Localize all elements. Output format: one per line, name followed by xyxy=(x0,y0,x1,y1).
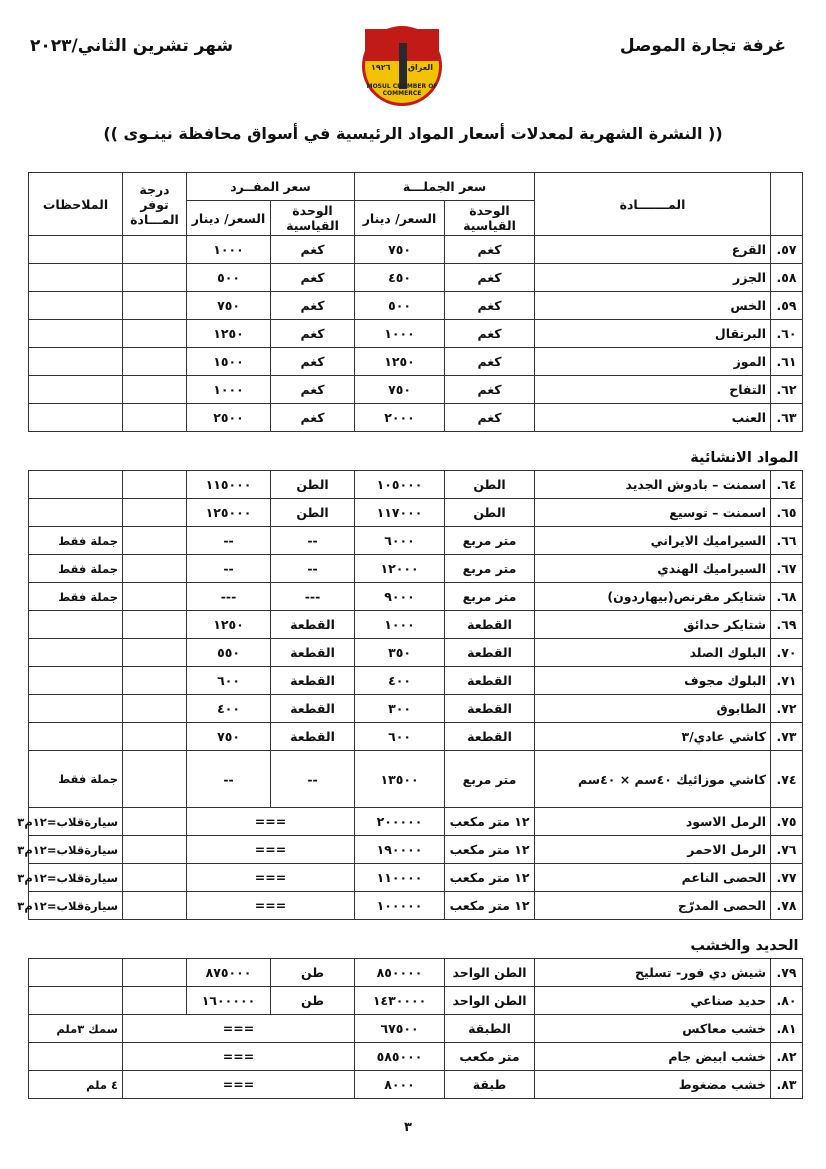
row-number: ٦٦. xyxy=(771,527,803,555)
row-number: ٦٠. xyxy=(771,320,803,348)
row-number: ٧٩. xyxy=(771,959,803,987)
organization-name: غرفة تجارة الموصل xyxy=(619,36,786,56)
table-row xyxy=(29,1071,803,1099)
table-row xyxy=(29,264,803,292)
wholesale-unit: ١٢ متر مكعب xyxy=(445,836,535,864)
wholesale-price: ٧٥٠ xyxy=(355,376,445,404)
retail-price: ١٢٥٠ xyxy=(187,320,271,348)
retail-price: -- xyxy=(187,555,271,583)
material-name: البلوك مجوف xyxy=(535,667,771,695)
availability xyxy=(123,695,187,723)
notes-cell: سيارةقلاب=١٢م٣ xyxy=(29,892,123,920)
notes-cell xyxy=(29,471,123,499)
notes-cell: ٤ ملم xyxy=(29,1071,123,1099)
retail-unit: كغم xyxy=(271,264,355,292)
col-availability: درجة توفر المـــادة xyxy=(123,173,187,236)
table-row xyxy=(29,583,803,611)
notes-cell xyxy=(29,292,123,320)
table-row xyxy=(29,1043,803,1071)
material-name: كاشي موزائيك ٤٠سم × ٤٠سم xyxy=(535,751,771,808)
row-number: ٧٧. xyxy=(771,864,803,892)
wholesale-price: ٦٧٥٠٠ xyxy=(355,1015,445,1043)
wholesale-unit: القطعة xyxy=(445,695,535,723)
wholesale-price: ١١٧٠٠٠ xyxy=(355,499,445,527)
table-row xyxy=(29,808,803,836)
availability xyxy=(123,639,187,667)
wholesale-price: ٤٠٠ xyxy=(355,667,445,695)
availability xyxy=(123,723,187,751)
availability xyxy=(123,864,187,892)
material-name: القرع xyxy=(535,236,771,264)
notes-cell xyxy=(29,959,123,987)
wholesale-price: ٥٠٠ xyxy=(355,292,445,320)
page-number: ٣ xyxy=(404,1120,412,1135)
availability xyxy=(123,292,187,320)
logo-caption: MOSUL CHAMBER OF COMMERCE xyxy=(366,83,438,97)
notes-cell: سيارةقلاب=١٢م٣ xyxy=(29,808,123,836)
wholesale-unit: متر مربع xyxy=(445,527,535,555)
col-number xyxy=(771,173,803,236)
row-number: ٦٥. xyxy=(771,499,803,527)
availability xyxy=(123,892,187,920)
col-notes: الملاحظات xyxy=(29,173,123,236)
table-row xyxy=(29,499,803,527)
wholesale-price: ١١٠٠٠٠ xyxy=(355,864,445,892)
wholesale-unit: كغم xyxy=(445,376,535,404)
document-title: (( النشرة الشهرية لمعدلات أسعار المواد الرئيسية في أسواق محافظة نينـوى )) xyxy=(103,124,723,143)
row-number: ٧٥. xyxy=(771,808,803,836)
row-number: ٧١. xyxy=(771,667,803,695)
retail-unit: القطعة xyxy=(271,695,355,723)
notes-cell xyxy=(29,695,123,723)
notes-cell: سيارةقلاب=١٢م٣ xyxy=(29,836,123,864)
retail-price: ٤٠٠ xyxy=(187,695,271,723)
retail-price: ١٦٠٠٠٠٠ xyxy=(187,987,271,1015)
retail-price: ١٥٠٠ xyxy=(187,348,271,376)
notes-cell xyxy=(29,639,123,667)
wholesale-price: ٢٠٠٠ xyxy=(355,404,445,432)
notes-cell xyxy=(29,723,123,751)
row-number: ٥٩. xyxy=(771,292,803,320)
section-title: المواد الانشائية xyxy=(29,432,803,471)
wholesale-price: ١٤٣٠٠٠٠ xyxy=(355,987,445,1015)
availability xyxy=(123,555,187,583)
wholesale-unit: كغم xyxy=(445,348,535,376)
table-header xyxy=(29,173,803,236)
retail-price: ٨٧٥٠٠٠ xyxy=(187,959,271,987)
retail-merged: === xyxy=(187,892,355,920)
row-number: ٧٨. xyxy=(771,892,803,920)
retail-unit: -- xyxy=(271,751,355,808)
notes-cell xyxy=(29,611,123,639)
wholesale-price: ٨٥٠٠٠٠ xyxy=(355,959,445,987)
material-name: شيش دي فور- تسليح xyxy=(535,959,771,987)
material-name: خشب مضغوط xyxy=(535,1071,771,1099)
wholesale-price: ٩٠٠٠ xyxy=(355,583,445,611)
availability xyxy=(123,808,187,836)
retail-availability-merged: === xyxy=(123,1043,355,1071)
wholesale-unit: كغم xyxy=(445,264,535,292)
retail-merged: === xyxy=(187,808,355,836)
retail-merged: === xyxy=(187,836,355,864)
wholesale-price: ١٢٠٠٠ xyxy=(355,555,445,583)
row-number: ٦٨. xyxy=(771,583,803,611)
retail-price: ١١٥٠٠٠ xyxy=(187,471,271,499)
retail-price: ١٢٥٠٠٠ xyxy=(187,499,271,527)
col-retail-unit: الوحدة القياسية xyxy=(271,201,355,236)
section-row xyxy=(29,920,803,959)
retail-price: ٦٠٠ xyxy=(187,667,271,695)
material-name: الموز xyxy=(535,348,771,376)
wholesale-unit: طبقة xyxy=(445,1071,535,1099)
wholesale-unit: القطعة xyxy=(445,611,535,639)
row-number: ٦٩. xyxy=(771,611,803,639)
retail-availability-merged: === xyxy=(123,1071,355,1099)
availability xyxy=(123,348,187,376)
notes-cell xyxy=(29,987,123,1015)
retail-price: -- xyxy=(187,527,271,555)
material-name: التفاح xyxy=(535,376,771,404)
row-number: ٨١. xyxy=(771,1015,803,1043)
availability xyxy=(123,611,187,639)
availability xyxy=(123,236,187,264)
price-table xyxy=(17,172,803,1099)
retail-price: ٢٥٠٠ xyxy=(187,404,271,432)
table-row xyxy=(29,555,803,583)
retail-unit: كغم xyxy=(271,236,355,264)
material-name: شتايكر مقرنص(بيهاردون) xyxy=(535,583,771,611)
table-row xyxy=(29,348,803,376)
wholesale-unit: متر مربع xyxy=(445,751,535,808)
wholesale-price: ٦٠٠٠ xyxy=(355,527,445,555)
notes-cell xyxy=(29,404,123,432)
material-name: اسمنت – توسيع xyxy=(535,499,771,527)
row-number: ٨٢. xyxy=(771,1043,803,1071)
table-row xyxy=(29,639,803,667)
wholesale-unit: الطن xyxy=(445,471,535,499)
table-row xyxy=(29,987,803,1015)
retail-unit: طن xyxy=(271,959,355,987)
table-row xyxy=(29,527,803,555)
notes-cell xyxy=(29,667,123,695)
notes-cell: سيارةقلاب=١٢م٣ xyxy=(29,864,123,892)
table-row xyxy=(29,695,803,723)
availability xyxy=(123,404,187,432)
availability xyxy=(123,667,187,695)
retail-price: ٥٥٠ xyxy=(187,639,271,667)
table-row xyxy=(29,959,803,987)
availability xyxy=(123,987,187,1015)
notes-cell: جملة فقط xyxy=(29,555,123,583)
retail-unit: القطعة xyxy=(271,611,355,639)
retail-unit: كغم xyxy=(271,320,355,348)
wholesale-unit: القطعة xyxy=(445,639,535,667)
retail-price: ٥٠٠ xyxy=(187,264,271,292)
row-number: ٦٣. xyxy=(771,404,803,432)
material-name: الطابوق xyxy=(535,695,771,723)
table-row xyxy=(29,723,803,751)
wholesale-price: ١٠٠٠ xyxy=(355,611,445,639)
retail-price: ٧٥٠ xyxy=(187,723,271,751)
table-row xyxy=(29,236,803,264)
retail-unit: طن xyxy=(271,987,355,1015)
section-row xyxy=(29,432,803,471)
table-row xyxy=(29,667,803,695)
material-name: الحصى الناعم xyxy=(535,864,771,892)
material-name: البرتقال xyxy=(535,320,771,348)
row-number: ٦٧. xyxy=(771,555,803,583)
retail-price: --- xyxy=(187,583,271,611)
wholesale-unit: متر مكعب xyxy=(445,1043,535,1071)
retail-unit: -- xyxy=(271,555,355,583)
material-name: الخس xyxy=(535,292,771,320)
row-number: ٦١. xyxy=(771,348,803,376)
wholesale-unit: الطن الواحد xyxy=(445,959,535,987)
retail-unit: القطعة xyxy=(271,723,355,751)
notes-cell xyxy=(29,499,123,527)
retail-unit: --- xyxy=(271,583,355,611)
retail-unit: كغم xyxy=(271,404,355,432)
bulletin-period: شهر تشرين الثاني/٢٠٢٣ xyxy=(30,36,234,56)
material-name: خشب معاكس xyxy=(535,1015,771,1043)
wholesale-price: ٣٠٠ xyxy=(355,695,445,723)
availability xyxy=(123,264,187,292)
wholesale-unit: كغم xyxy=(445,292,535,320)
material-name: شتايكر حدائق xyxy=(535,611,771,639)
availability xyxy=(123,751,187,808)
row-number: ٥٨. xyxy=(771,264,803,292)
table-row xyxy=(29,751,803,808)
col-wholesale-unit: الوحدة القياسية xyxy=(445,201,535,236)
retail-price: ٧٥٠ xyxy=(187,292,271,320)
row-number: ٧٦. xyxy=(771,836,803,864)
material-name: الجزر xyxy=(535,264,771,292)
wholesale-unit: ١٢ متر مكعب xyxy=(445,892,535,920)
retail-unit: الطن xyxy=(271,499,355,527)
material-name: البلوك الصلد xyxy=(535,639,771,667)
material-name: الرمل الاسود xyxy=(535,808,771,836)
wholesale-price: ٢٠٠٠٠٠ xyxy=(355,808,445,836)
table-row xyxy=(29,404,803,432)
notes-cell xyxy=(29,1043,123,1071)
availability xyxy=(123,320,187,348)
notes-cell: جملة فقط xyxy=(29,583,123,611)
section-title: الحديد والخشب xyxy=(29,920,803,959)
material-name: العنب xyxy=(535,404,771,432)
notes-cell: جملة فقط xyxy=(29,527,123,555)
wholesale-unit: كغم xyxy=(445,236,535,264)
col-retail-price: السعر/ دينار xyxy=(187,201,271,236)
row-number: ٦٤. xyxy=(771,471,803,499)
availability xyxy=(123,471,187,499)
retail-price: ١٠٠٠ xyxy=(187,236,271,264)
wholesale-price: ١٠٥٠٠٠ xyxy=(355,471,445,499)
wholesale-price: ١٢٥٠ xyxy=(355,348,445,376)
material-name: الرمل الاحمر xyxy=(535,836,771,864)
retail-unit: كغم xyxy=(271,292,355,320)
retail-price: ١٢٥٠ xyxy=(187,611,271,639)
material-name: السيراميك الايراني xyxy=(535,527,771,555)
material-name: كاشي عادي/٣ xyxy=(535,723,771,751)
retail-unit: كغم xyxy=(271,376,355,404)
row-number: ٧٤. xyxy=(771,751,803,808)
retail-merged: === xyxy=(187,864,355,892)
col-retail: سعر المفــرد xyxy=(187,173,355,201)
availability xyxy=(123,959,187,987)
material-name: خشب ابيض جام xyxy=(535,1043,771,1071)
chamber-logo xyxy=(362,26,442,106)
material-name: اسمنت – بادوش الجديد xyxy=(535,471,771,499)
retail-unit: القطعة xyxy=(271,667,355,695)
retail-price: ١٠٠٠ xyxy=(187,376,271,404)
table-row xyxy=(29,836,803,864)
table-row xyxy=(29,611,803,639)
wholesale-unit: متر مربع xyxy=(445,583,535,611)
retail-price: -- xyxy=(187,751,271,808)
wholesale-price: ١٩٠٠٠٠ xyxy=(355,836,445,864)
table-row xyxy=(29,376,803,404)
wholesale-unit: ١٢ متر مكعب xyxy=(445,864,535,892)
notes-cell xyxy=(29,236,123,264)
wholesale-unit: الطن الواحد xyxy=(445,987,535,1015)
wholesale-unit: القطعة xyxy=(445,667,535,695)
availability xyxy=(123,376,187,404)
wholesale-unit: ١٢ متر مكعب xyxy=(445,808,535,836)
availability xyxy=(123,583,187,611)
table-row xyxy=(29,292,803,320)
wholesale-unit: كغم xyxy=(445,404,535,432)
wholesale-unit: كغم xyxy=(445,320,535,348)
row-number: ٧٢. xyxy=(771,695,803,723)
retail-unit: الطن xyxy=(271,471,355,499)
row-number: ٧٠. xyxy=(771,639,803,667)
wholesale-price: ٤٥٠ xyxy=(355,264,445,292)
logo-country: العراق xyxy=(407,63,433,72)
notes-cell xyxy=(29,320,123,348)
notes-cell: جملة فقط xyxy=(29,751,123,808)
material-name: حديد صناعي xyxy=(535,987,771,1015)
availability xyxy=(123,527,187,555)
row-number: ٦٢. xyxy=(771,376,803,404)
availability xyxy=(123,836,187,864)
wholesale-unit: متر مربع xyxy=(445,555,535,583)
logo-year: ١٩٢٦ xyxy=(371,63,391,72)
wholesale-price: ٦٠٠ xyxy=(355,723,445,751)
wholesale-price: ١٠٠٠ xyxy=(355,320,445,348)
wholesale-price: ٥٨٥٠٠٠ xyxy=(355,1043,445,1071)
retail-unit: كغم xyxy=(271,348,355,376)
row-number: ٧٣. xyxy=(771,723,803,751)
availability xyxy=(123,499,187,527)
retail-unit: -- xyxy=(271,527,355,555)
notes-cell xyxy=(29,348,123,376)
table-row xyxy=(29,320,803,348)
notes-cell xyxy=(29,264,123,292)
wholesale-price: ٨٠٠٠ xyxy=(355,1071,445,1099)
table-row xyxy=(29,864,803,892)
col-wholesale-price: السعر/ دينار xyxy=(355,201,445,236)
material-name: الحصى المدرّج xyxy=(535,892,771,920)
material-name: السيراميك الهندي xyxy=(535,555,771,583)
table-row xyxy=(29,892,803,920)
retail-availability-merged: === xyxy=(123,1015,355,1043)
row-number: ٨٠. xyxy=(771,987,803,1015)
table-body xyxy=(17,236,803,1099)
table-row xyxy=(29,471,803,499)
table-row xyxy=(29,1015,803,1043)
row-number: ٥٧. xyxy=(771,236,803,264)
wholesale-price: ١٠٠٠٠٠ xyxy=(355,892,445,920)
col-material: المـــــــادة xyxy=(535,173,771,236)
wholesale-unit: الطن xyxy=(445,499,535,527)
wholesale-price: ١٣٥٠٠ xyxy=(355,751,445,808)
notes-cell: سمك ٣ملم xyxy=(29,1015,123,1043)
wholesale-unit: القطعة xyxy=(445,723,535,751)
notes-cell xyxy=(29,376,123,404)
wholesale-unit: الطبقة xyxy=(445,1015,535,1043)
retail-unit: القطعة xyxy=(271,639,355,667)
col-wholesale: سعر الجملـــة xyxy=(355,173,535,201)
row-number: ٨٣. xyxy=(771,1071,803,1099)
wholesale-price: ٣٥٠ xyxy=(355,639,445,667)
wholesale-price: ٧٥٠ xyxy=(355,236,445,264)
